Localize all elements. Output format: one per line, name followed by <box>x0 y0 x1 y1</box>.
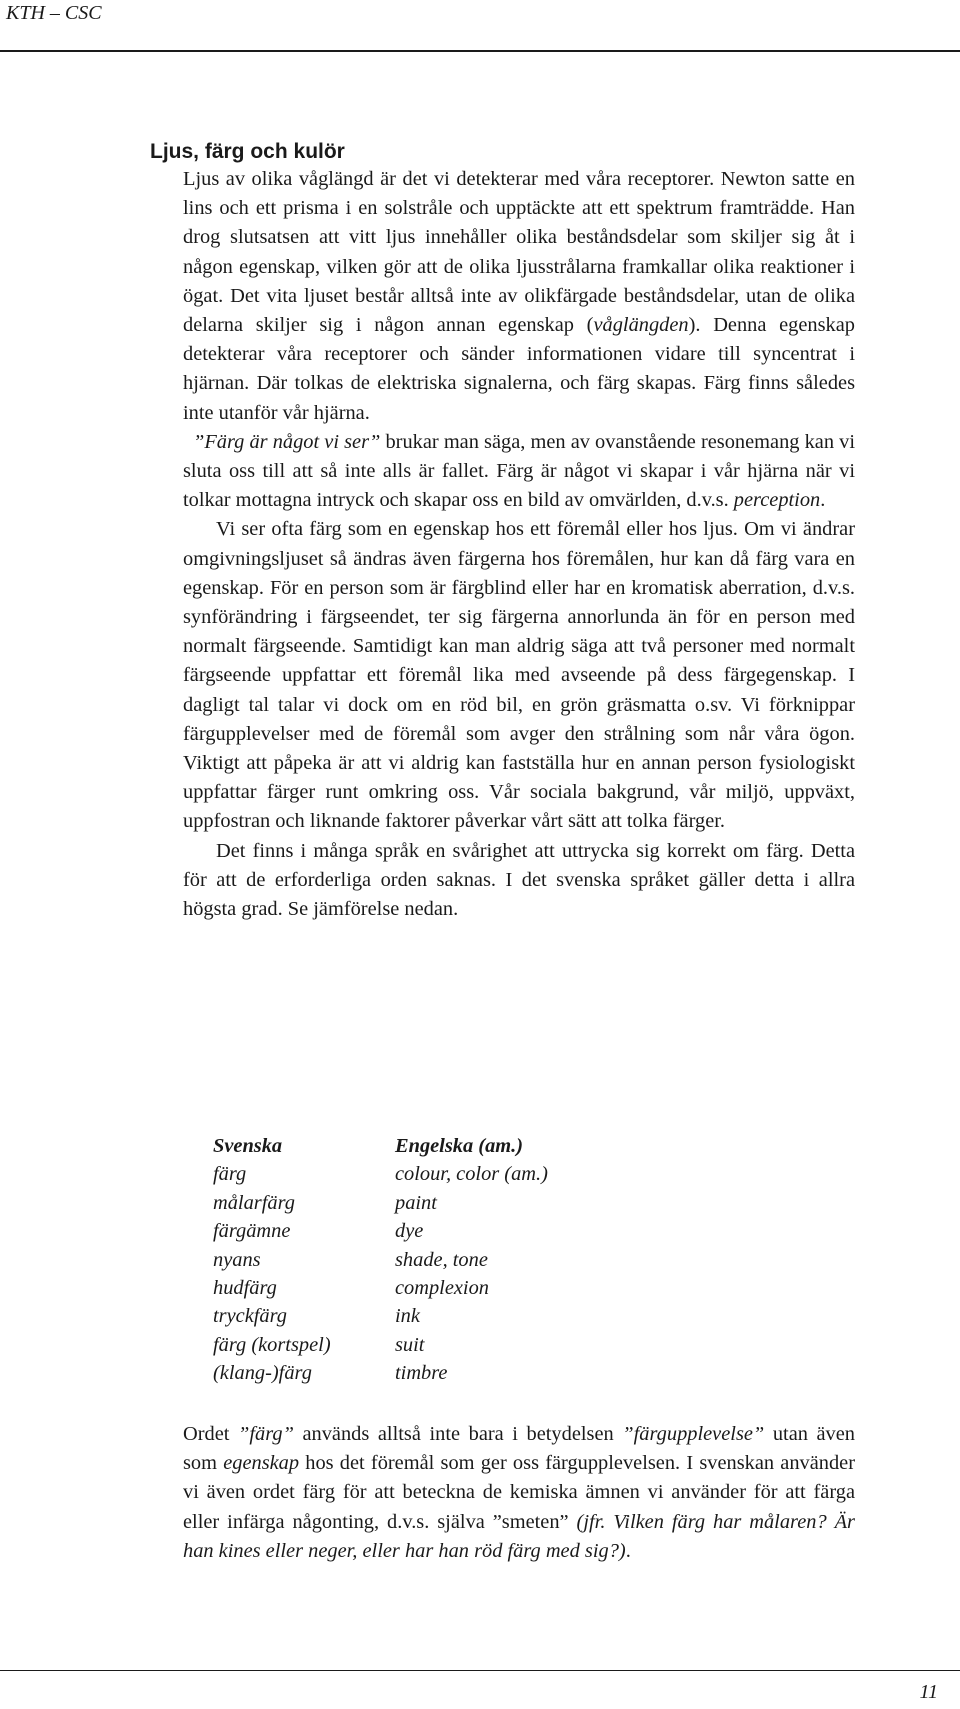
page-number: 11 <box>919 1681 938 1703</box>
table-header-row <box>213 1132 548 1160</box>
table-row: nyans shade, tone <box>213 1248 488 1271</box>
paragraph-1: Ljus av olika våglängd är det vi detekterar med våra receptorer. Newton satte en lins och ett prisma i en solstråle och upptäckte att ett spektrum framträdde. Han drog slutsatsen att vitt ljus innehåller olika beståndsdelar som skiljer sig åt i någon egenskap, vilken gör att de olika ljusstrålarna framkallar olika reaktioner i ögat. Det vita ljuset består alltså inte av olikfärgade beståndsdelar, utan de olika delarna skiljer sig i någon annan egenskap (våglängden). Denna egenskap detekterar våra receptorer och sänder informationen vidare till syncentrat i hjärnan. Där tolkas de elektriska signalerna, och färg skapas. Färg finns således inte utanför vår hjärna. <box>183 168 855 424</box>
column-header-engelska: Engelska (am.) <box>395 1135 524 1157</box>
paragraph-4: Det finns i många språk en svårighet att uttrycka sig korrekt om färg. Detta för att de erforderliga orden saknas. I det svenska språket gäller detta i allra högsta grad. Se jämförelse nedan. <box>183 839 855 921</box>
paragraph-5: Ordet ”färg” används alltså inte bara i betydelsen ”färgupplevelse” utan även som egenskap hos det föremål som ger oss färgupplevelsen. I svenskan använder vi även ordet färg för att beteckna de kemiska ämnen vi använder för att färga eller infärga någonting, d.v.s. själva ”smeten” (jfr. Vilken färg har målaren? Är han kines eller neger, eller har han röd färg med sig?). <box>183 1423 856 1562</box>
table-row: (klang-)färg timbre <box>213 1362 448 1385</box>
table-row: tryckfärg ink <box>213 1305 420 1328</box>
translation-table <box>213 1132 548 1388</box>
closing-paragraph <box>183 1420 855 1566</box>
paragraph-3: Vi ser ofta färg som en egenskap hos ett föremål eller hos ljus. Om vi ändrar omgivningsljuset så ändras även färgerna hos föremålen, hur kan då färg vara en egenskap. För en person som är färgblind eller har en kromatisk aberration, d.v.s. synförändring i färgseendet, ter sig färgerna annorlunda än för en person med normalt färgseende. Samtidigt kan man aldrig säga att två personer med normalt färgseende uppfattar ett föremål lika med avseende på dess färgegenskap. I dagligt tal talar vi dock om en röd bil, en grön gräsmatta o.sv. Vi förknippar färgupplevelser med de föremål som avger den strålning som når våra ögon. Viktigt att påpeka är att vi aldrig kan fastställa hur en annan person fysiologiskt uppfattar färger runt omkring oss. Vår sociala bakgrund, vår miljö, uppväxt, uppfostran och liknande faktorer påverkar vårt sätt att tolka färger. <box>183 518 855 833</box>
table-row: färg colour, color (am.) <box>213 1163 548 1186</box>
table-row: färg (kortspel) suit <box>213 1333 425 1356</box>
table-row: färgämne dye <box>213 1220 424 1243</box>
section-title: Ljus, färg och kulör <box>150 140 345 163</box>
running-header: KTH – CSC <box>6 2 102 24</box>
paragraph-2: ”Färg är något vi ser” brukar man säga, men av ovanstående resonemang kan vi sluta oss till att så inte alls är fallet. Färg är något vi skapar i vår hjärna när vi tolkar mottagna intryck och skapar oss en bild av omvärlden, d.v.s. perception. <box>183 430 855 512</box>
footer-rule <box>0 1670 960 1671</box>
column-header-svenska: Svenska <box>213 1135 283 1157</box>
table-row: hudfärg complexion <box>213 1277 489 1300</box>
header-rule <box>0 50 960 52</box>
body-text <box>183 165 855 924</box>
table-row: målarfärg paint <box>213 1191 437 1214</box>
